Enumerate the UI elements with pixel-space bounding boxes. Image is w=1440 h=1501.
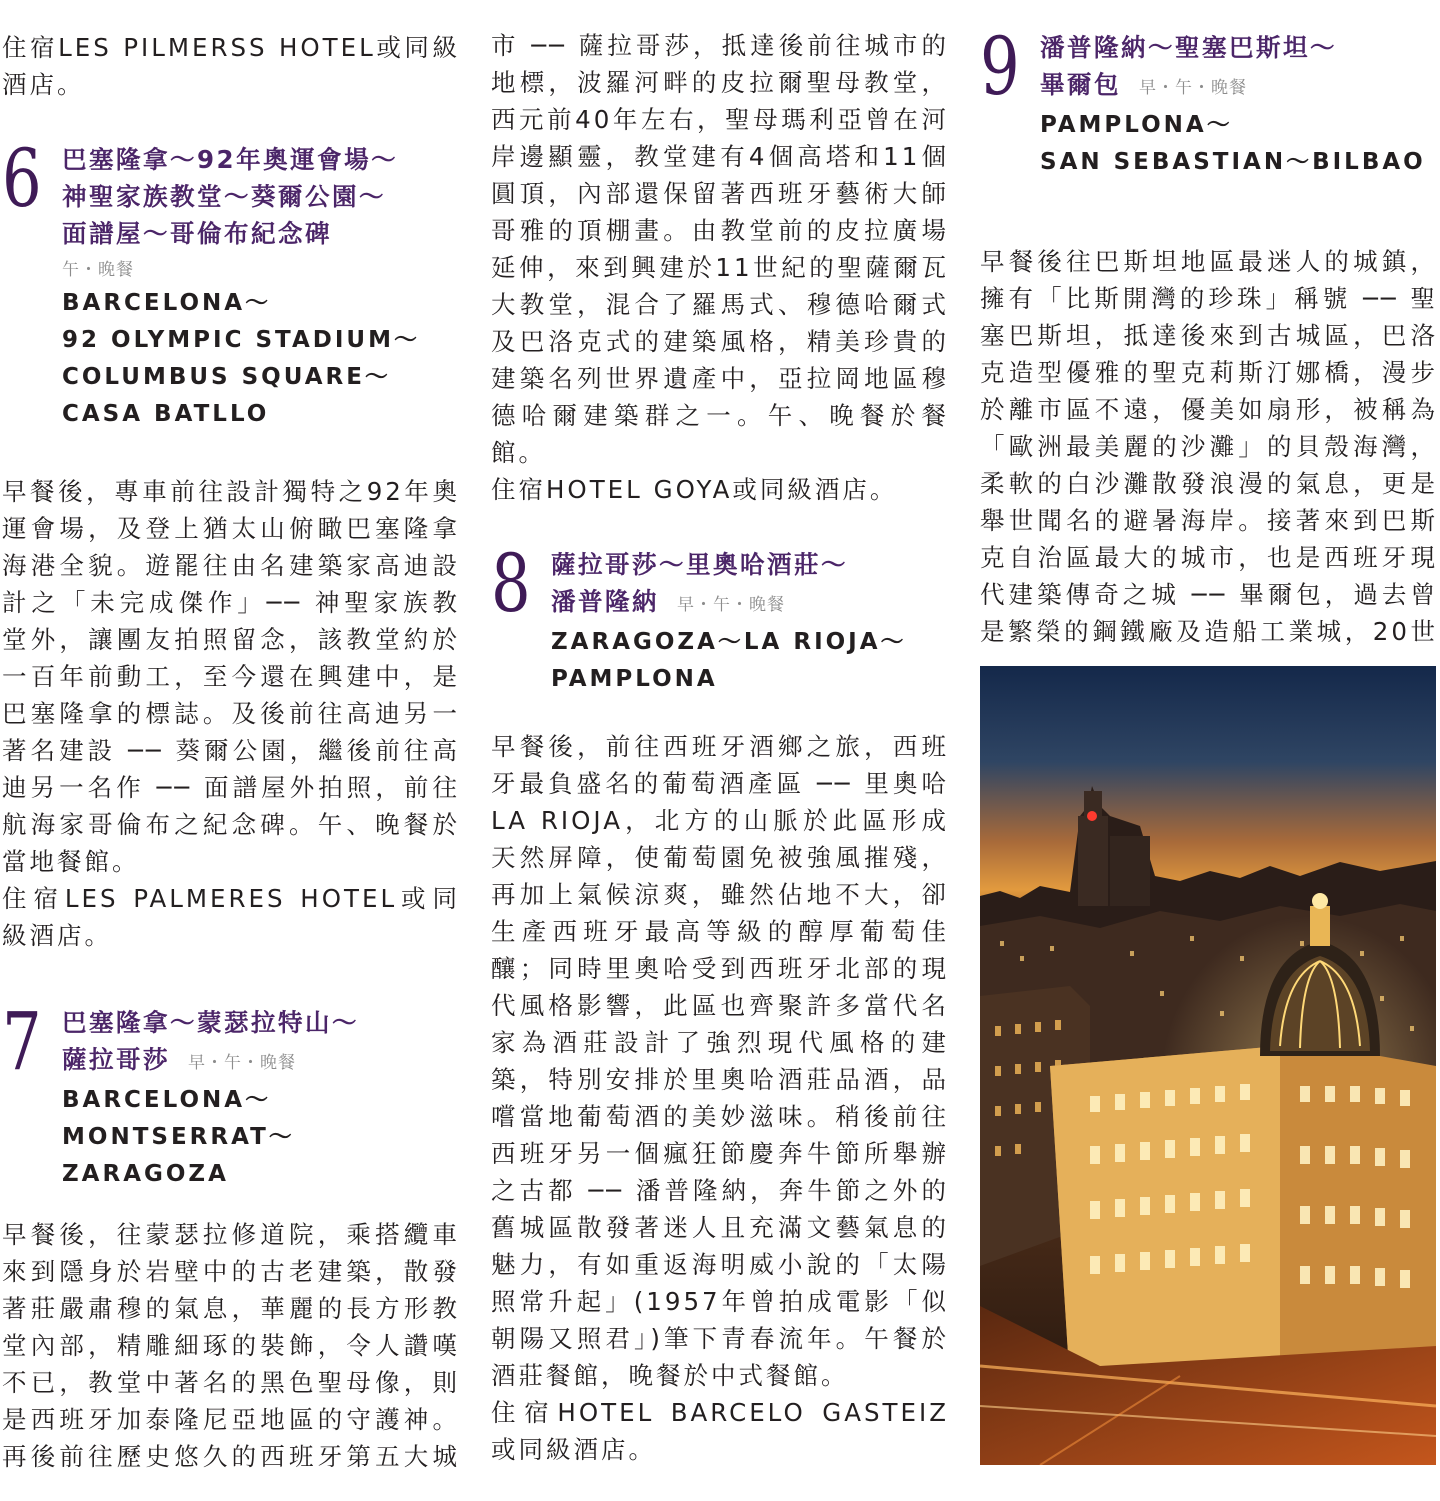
day-6-header <box>2 132 460 446</box>
day-9-body: 早餐後往巴斯坦地區最迷人的城鎮，擁有「比斯開灣的珍珠」稱號 ── 聖塞巴斯坦，抵達後來到古城區，巴洛克造型優雅的聖克莉斯汀娜橋，漫步於離市區不遠，優美如扇形，被稱為「歐洲最美麗的沙灘」的貝殼海灣，柔軟的白沙灘散發浪漫的氣息，更是舉世聞名的避暑海岸。接著來到巴斯克自治區最大的城市，也是西班牙現代建築傳奇之城 ── 畢爾包，過去曾是繁榮的鋼鐵廠及造船工業城，20世 <box>980 247 1438 646</box>
day-8-body: 早餐後，前往西班牙酒鄉之旅，西班牙最負盛名的葡萄酒產區 ── 里奧哈LA RIOJA，北方的山脈於此區形成天然屏障，使葡萄園免被強風摧殘，再加上氣候涼爽，雖然佔地不大，卻生產西班牙最高等級的醇厚葡萄佳釀；同時里奧哈受到西班牙北部的現代風格影響，此區也齊聚許多當代名家為酒莊設計了強烈現代風格的建築，特別安排於里奧哈酒莊品酒，品嚐當地葡萄酒的美妙滋味。稍後前往西班牙另一個瘋狂節慶奔牛節所舉辦之古都 ── 潘普隆納，奔牛節之外的舊城區散發著迷人且充滿文藝氣息的魅力，有如重返海明威小說的「太陽照常升起」(1957年曾拍成電影「似朝陽又照君」)筆下青春流年。午餐於酒莊餐館，晚餐於中式餐館。 <box>491 732 949 1390</box>
day-8-header <box>491 537 949 728</box>
column-3 <box>980 0 1438 650</box>
day-title-line: 薩拉哥莎～里奧哈酒莊～ <box>551 550 848 579</box>
route-en-line: SAN SEBASTIAN～BILBAO <box>1040 149 1426 175</box>
day-9-header <box>980 20 1438 209</box>
meals-label: 早・午・晚餐 <box>1139 78 1247 98</box>
route-en-line: PAMPLONA～ <box>1040 112 1233 138</box>
day-title-line: 潘普隆納～聖塞巴斯坦～ <box>1040 33 1337 62</box>
day-title-line: 巴塞隆拿～蒙瑟拉特山～ <box>62 1008 359 1037</box>
meals-label: 早・午・晚餐 <box>188 1053 296 1073</box>
route-en-line: ZARAGOZA <box>62 1161 229 1187</box>
day-title-line: 畢爾包 <box>1040 70 1121 99</box>
city-night-photo <box>980 666 1436 1465</box>
day-7-hotel: 住宿HOTEL GOYA或同級酒店。 <box>491 475 898 504</box>
route-en-line: ZARAGOZA～LA RIOJA～ <box>551 629 907 655</box>
day-6-hotel: 住宿LES PALMERES HOTEL或同級酒店。 <box>2 884 460 950</box>
meals-label: 早・午・晚餐 <box>677 595 785 615</box>
route-en-line: COLUMBUS SQUARE～ <box>62 364 391 390</box>
day-title-line: 神聖家族教堂～葵爾公園～ <box>62 182 386 211</box>
route-en-line: PAMPLONA <box>551 666 718 692</box>
day-8-hotel: 住宿HOTEL BARCELO GASTEIZ或同級酒店。 <box>491 1398 949 1464</box>
day-number: 6 <box>2 132 42 225</box>
intro-hotel: 住宿LES PILMERSS HOTEL或同級酒店。 <box>2 33 460 99</box>
day-7-header <box>2 995 460 1204</box>
route-en-line: BARCELONA～ <box>62 290 272 316</box>
day-6-body: 早餐後，專車前往設計獨特之92年奧運會場，及登上猶太山俯瞰巴塞隆拿海港全貌。遊罷往由名建築家高迪設計之「未完成傑作」── 神聖家族教堂外，讓團友拍照留念，該教堂約於一百年前動工，至今還在興建中，是巴塞隆拿的標誌。及後前往高迪另一著名建設 ── 葵爾公園，繼後前往高迪另一名作 ── 面譜屋外拍照，前往航海家哥倫布之紀念碑。午、晚餐於當地餐館。 <box>2 477 460 876</box>
day-title-line: 巴塞隆拿～92年奧運會場～ <box>62 145 399 174</box>
day-7-body: 早餐後，往蒙瑟拉修道院，乘搭纜車來到隱身於岩壁中的古老建築，散發著莊嚴肅穆的氣息，華麗的長方形教堂內部，精雕細琢的裝飾，令人讚嘆不已，教堂中著名的黑色聖母像，則是西班牙加泰隆尼亞地區的守護神。再後前往歷史悠久的西班牙第五大城 <box>2 1220 460 1471</box>
day-number: 7 <box>2 995 42 1088</box>
day-title-line: 薩拉哥莎 <box>62 1045 170 1074</box>
city-night-illustration <box>980 666 1436 1465</box>
route-en-line: CASA BATLLO <box>62 401 270 427</box>
day-title-line: 潘普隆納 <box>551 587 659 616</box>
day-number: 9 <box>980 20 1020 113</box>
route-en-line: 92 OLYMPIC STADIUM～ <box>62 327 420 353</box>
route-en-line: BARCELONA～ <box>62 1087 272 1113</box>
column-2 <box>491 0 949 1468</box>
route-en-line: MONTSERRAT～ <box>62 1124 295 1150</box>
day-title-line: 面譜屋～哥倫布紀念碑 <box>62 219 332 248</box>
meals-label: 午・晚餐 <box>62 260 134 280</box>
day-number: 8 <box>491 537 531 630</box>
day-7-body-continued: 市 ── 薩拉哥莎，抵達後前往城市的地標，波羅河畔的皮拉爾聖母教堂，西元前40年左右，聖母瑪利亞曾在河岸邊顯靈，教堂建有4個高塔和11個圓頂，內部還保留著西班牙藝術大師哥雅的頂棚畫。由教堂前的皮拉廣場延伸，來到興建於11世紀的聖薩爾瓦大教堂，混合了羅馬式、穆德哈爾式及巴洛克式的建築風格，精美珍貴的建築名列世界遺產中，亞拉岡地區穆德哈爾建築群之一。午、晚餐於餐館。 <box>491 31 949 467</box>
column-1 <box>2 0 460 1475</box>
